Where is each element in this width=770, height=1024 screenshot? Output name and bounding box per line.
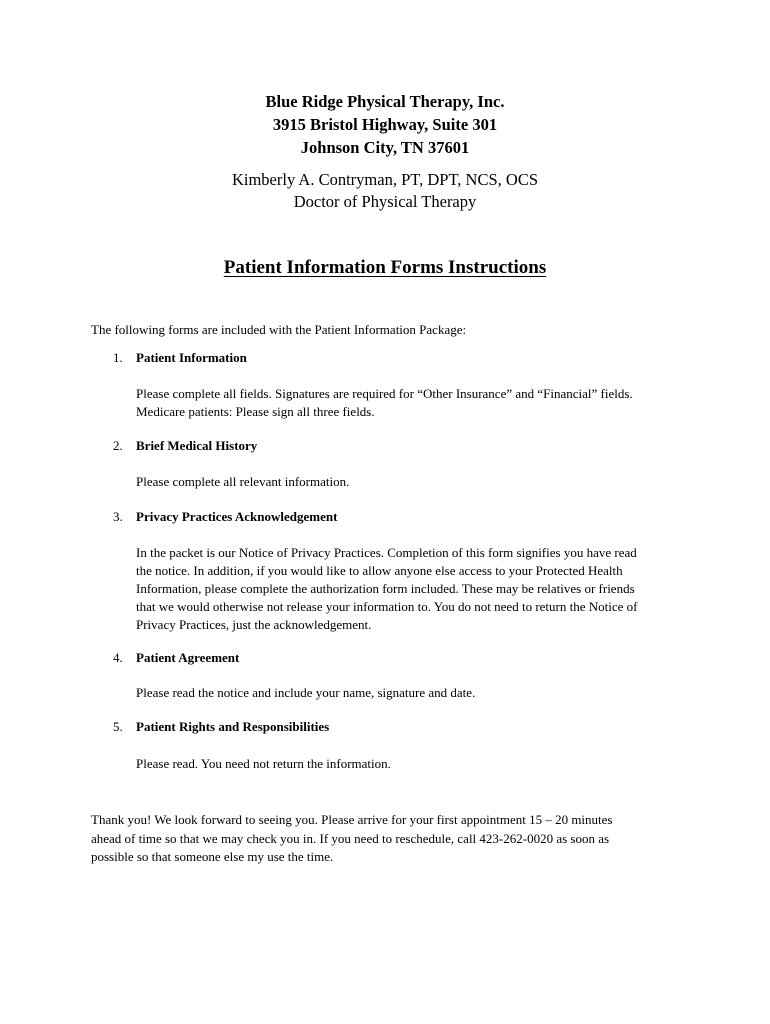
closing-line: possible so that someone else my use the time. bbox=[91, 849, 334, 864]
item-number: 3. bbox=[113, 509, 123, 524]
address-line-2: Johnson City, TN 37601 bbox=[300, 138, 470, 157]
intro-text: The following forms are included with the Patient Information Package: bbox=[91, 322, 467, 337]
item-body bbox=[136, 684, 696, 702]
item-body bbox=[136, 755, 696, 773]
item-number: 5. bbox=[113, 719, 123, 734]
org-name: Blue Ridge Physical Therapy, Inc. bbox=[265, 92, 505, 111]
item-body bbox=[136, 544, 696, 634]
item-body-line: In the packet is our Notice of Privacy Practices. Completion of this form signifies you have read bbox=[136, 545, 637, 560]
item-body-line: Please read. You need not return the information. bbox=[136, 756, 391, 771]
doctor-name: Kimberly A. Contryman, PT, DPT, NCS, OCS bbox=[231, 170, 539, 189]
address-line-1: 3915 Bristol Highway, Suite 301 bbox=[272, 115, 498, 134]
item-body bbox=[136, 385, 696, 421]
item-heading: Brief Medical History bbox=[136, 438, 258, 453]
item-number: 1. bbox=[113, 350, 123, 365]
item-body bbox=[136, 473, 696, 491]
item-body-line: the notice. In addition, if you would like to allow anyone else access to your Protected Health bbox=[136, 563, 623, 578]
item-heading: Privacy Practices Acknowledgement bbox=[136, 509, 338, 524]
doctor-title: Doctor of Physical Therapy bbox=[293, 192, 477, 211]
closing-paragraph bbox=[91, 811, 681, 867]
item-heading: Patient Agreement bbox=[136, 650, 240, 665]
item-heading: Patient Rights and Responsibilities bbox=[136, 719, 330, 734]
item-heading: Patient Information bbox=[136, 350, 247, 365]
item-number: 2. bbox=[113, 438, 123, 453]
item-body-line: Privacy Practices, just the acknowledgement. bbox=[136, 617, 372, 632]
closing-line: ahead of time so that we may check you in. If you need to reschedule, call 423-262-0020 as soon as bbox=[91, 830, 610, 846]
item-body-line: Please complete all relevant information. bbox=[136, 474, 350, 489]
item-number: 4. bbox=[113, 650, 123, 665]
item-body-line: Medicare patients: Please sign all three fields. bbox=[136, 404, 375, 419]
document-title: Patient Information Forms Instructions bbox=[223, 257, 547, 278]
closing-line: Thank you! We look forward to seeing you. Please arrive for your first appointment 15 – 20 minutes bbox=[91, 812, 613, 827]
item-body-line: that we would otherwise not release your information to. You do not need to return the Notice of bbox=[136, 599, 638, 614]
item-body-line: Please read the notice and include your name, signature and date. bbox=[136, 685, 476, 700]
item-body-line: Information, please complete the authorization form included. These may be relatives or friends bbox=[136, 581, 635, 596]
item-body-line: Please complete all fields. Signatures are required for “Other Insurance” and “Financial” fields. bbox=[136, 386, 633, 401]
